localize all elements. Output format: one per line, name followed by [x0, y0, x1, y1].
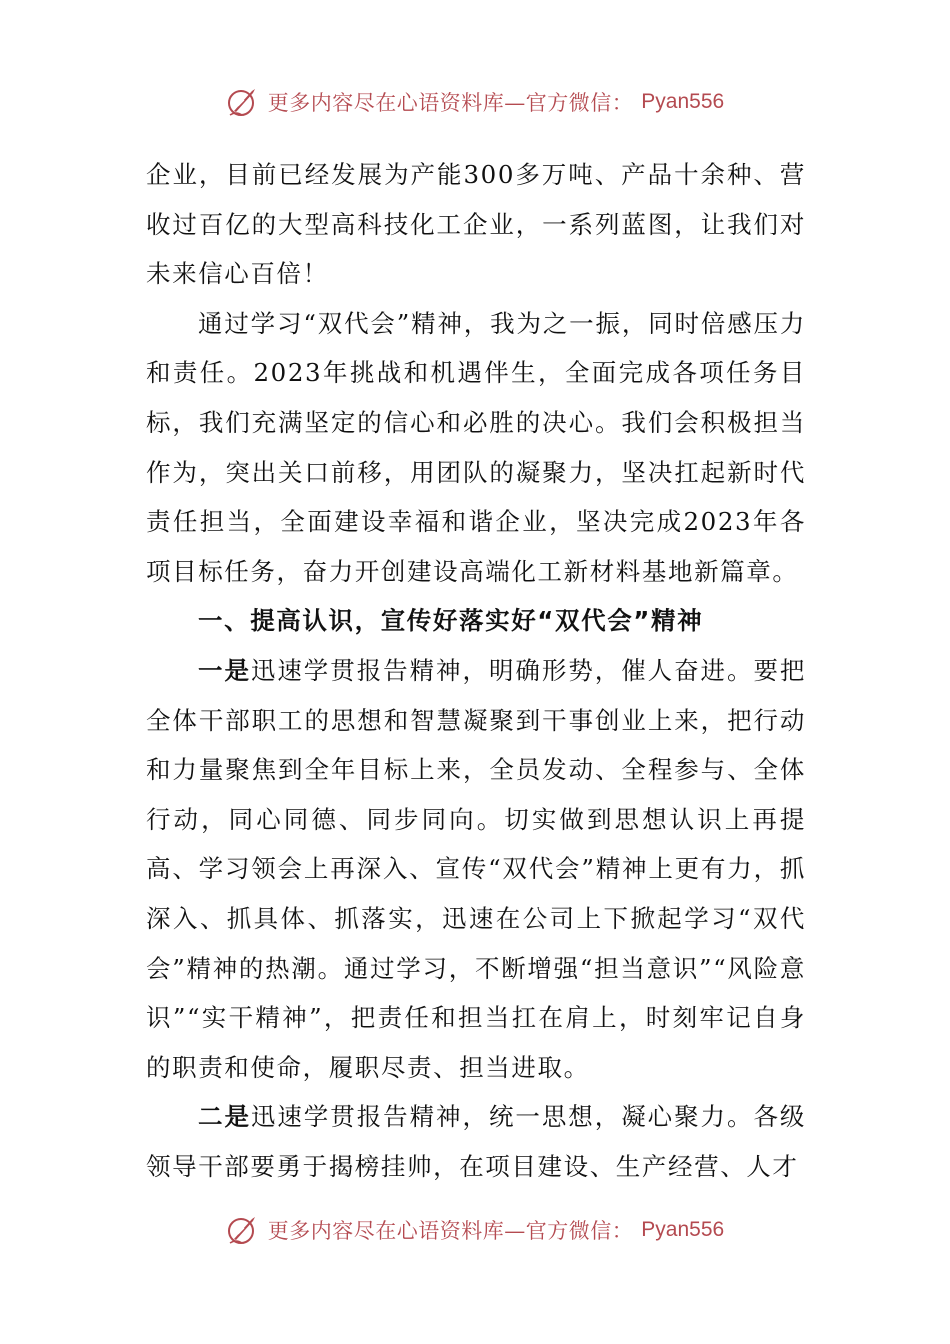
paragraph-3 — [146, 646, 806, 1092]
paragraph-4-lead: 二是 — [198, 1102, 251, 1132]
paragraph-2: 通过学习“双代会”精神，我为之一振，同时倍感压力和责任。2023年挑战和机遇伴生，全面完成各项任务目标，我们充满坚定的信心和必胜的决心。我们会积极担当作为，突出关口前移，用团队的凝聚力，坚决扛起新时代责任担当，全面建设幸福和谐企业，坚决完成2023年各项目标任务，奋力开创建设高端化工新材料基地新篇章。 — [146, 308, 806, 586]
section-heading-1: 一、提高认识，宣传好落实好“双代会”精神 — [198, 606, 704, 636]
document-body — [146, 150, 806, 1191]
paragraph-4-body: 迅速学贯报告精神，统一思想，凝心聚力。各级领导干部要勇于揭榜挂帅，在项目建设、生产经营、人才 — [146, 1102, 806, 1181]
quill-pen-circle-icon — [226, 1213, 260, 1247]
watermark-text: 更多内容尽在心语资料库—官方微信： — [267, 1219, 634, 1243]
watermark-handle: Pyan556 — [641, 1218, 725, 1241]
paragraph-4 — [146, 1092, 806, 1191]
watermark-handle: Pyan556 — [641, 90, 725, 113]
quill-pen-circle-icon — [226, 85, 260, 119]
paragraph-1: 企业，目前已经发展为产能300多万吨、产品十余种、营收过百亿的大型高科技化工企业，一系列蓝图，让我们对未来信心百倍！ — [146, 160, 806, 289]
watermark-text: 更多内容尽在心语资料库—官方微信： — [267, 91, 634, 115]
paragraph-3-body: 迅速学贯报告精神，明确形势，催人奋进。要把全体干部职工的思想和智慧凝聚到干事创业上来，把行动和力量聚焦到全年目标上来，全员发动、全程参与、全体行动，同心同德、同步同向。切实做到思想认识上再提高、学习领会上再深入、宣传“双代会”精神上更有力，抓深入、抓具体、抓落实，迅速在公司上下掀起学习“双代会”精神的热潮。通过学习，不断增强“担当意识”“风险意识”“实干精神”，把责任和担当扛在肩上，时刻牢记自身的职责和使命，履职尽责、担当进取。 — [146, 655, 806, 1082]
header-watermark — [0, 82, 950, 122]
paragraph-3-lead: 一是 — [198, 655, 251, 685]
footer-watermark — [0, 1210, 950, 1250]
